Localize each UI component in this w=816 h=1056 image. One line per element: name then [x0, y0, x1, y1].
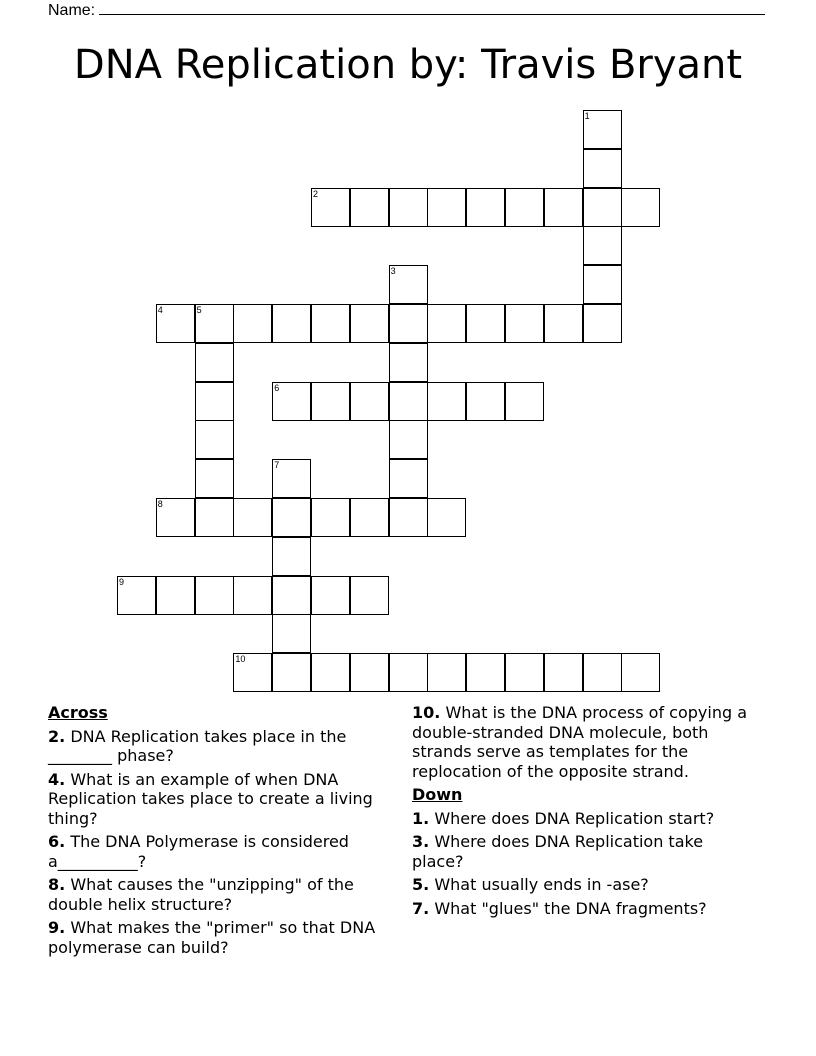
clue-across-10: [412, 703, 757, 781]
clue-text: Where does DNA Replication take place?: [412, 832, 704, 871]
crossword-cell[interactable]: [350, 304, 389, 343]
crossword-cell[interactable]: [272, 576, 311, 615]
crossword-cell[interactable]: [389, 304, 428, 343]
crossword-cell[interactable]: [505, 304, 544, 343]
cell-number: 7: [274, 460, 280, 471]
clue-number: 8.: [48, 875, 66, 894]
crossword-cell[interactable]: [272, 459, 311, 498]
cell-number: 8: [157, 499, 163, 509]
clue-down-1: [412, 809, 757, 829]
crossword-cell[interactable]: [583, 188, 622, 227]
crossword-cell[interactable]: [272, 498, 311, 537]
crossword-cell[interactable]: [389, 382, 428, 421]
crossword-cell[interactable]: [272, 653, 311, 692]
crossword-cell[interactable]: [156, 576, 195, 615]
cell-number: 6: [274, 382, 280, 393]
crossword-cell[interactable]: [311, 498, 350, 537]
page-title: DNA Replication by: Travis Bryant: [73, 42, 743, 88]
clue-text: The DNA Polymerase is considered a__________?: [48, 832, 349, 871]
clue-across-8: [48, 875, 393, 914]
crossword-cell[interactable]: [195, 576, 234, 615]
crossword-cell[interactable]: [583, 653, 622, 692]
crossword-cell[interactable]: [427, 188, 466, 227]
crossword-cell[interactable]: [427, 498, 466, 537]
crossword-cell[interactable]: [389, 343, 428, 382]
down-heading: Down: [412, 785, 463, 804]
clue-text: DNA Replication takes place in the ________ phase?: [48, 726, 347, 765]
clue-across-6: [48, 832, 393, 871]
cell-number: 10: [235, 654, 246, 665]
crossword-cell[interactable]: [505, 188, 544, 227]
crossword-cell[interactable]: [583, 226, 622, 265]
clue-number: 6.: [48, 832, 66, 851]
clue-down-3: [412, 832, 757, 871]
crossword-cell[interactable]: [233, 576, 272, 615]
crossword-cell[interactable]: [195, 382, 234, 421]
crossword-cell[interactable]: [233, 498, 272, 537]
cell-number: 2: [313, 188, 319, 199]
clue-number: 5.: [412, 875, 430, 894]
clue-text: What is the DNA process of copying a double-stranded DNA molecule, both strands serve as templates for the replocation of the opposite strand.: [412, 703, 748, 781]
clue-across-2: [48, 727, 393, 766]
crossword-cell[interactable]: [505, 653, 544, 692]
crossword-cell[interactable]: [311, 304, 350, 343]
clue-text: What causes the "unzipping" of the double helix structure?: [48, 875, 354, 914]
across-heading: Across: [48, 703, 108, 722]
crossword-cell[interactable]: [156, 498, 195, 537]
crossword-cell[interactable]: [389, 420, 428, 459]
crossword-cell[interactable]: [272, 304, 311, 343]
crossword-cell[interactable]: [583, 265, 622, 304]
crossword-cell[interactable]: [389, 653, 428, 692]
crossword-cell[interactable]: [350, 576, 389, 615]
crossword-cell[interactable]: [544, 653, 583, 692]
crossword-cell[interactable]: [505, 382, 544, 421]
clue-text: What usually ends in -ase?: [434, 875, 649, 894]
name-label: Name:: [48, 2, 96, 19]
crossword-cell[interactable]: [350, 382, 389, 421]
crossword-cell[interactable]: [195, 459, 234, 498]
crossword-cell[interactable]: [117, 576, 156, 615]
crossword-cell[interactable]: [583, 304, 622, 343]
clue-down-7: [412, 899, 757, 919]
crossword-cell[interactable]: [350, 188, 389, 227]
crossword-cell[interactable]: [195, 304, 234, 343]
crossword-cell[interactable]: [466, 653, 505, 692]
clue-number: 9.: [48, 918, 66, 937]
crossword-cell[interactable]: [427, 304, 466, 343]
crossword-cell[interactable]: [466, 188, 505, 227]
crossword-cell[interactable]: [427, 653, 466, 692]
crossword-cell[interactable]: [272, 614, 311, 653]
clue-number: 10.: [412, 703, 441, 722]
clue-number: 1.: [412, 808, 430, 828]
crossword-cell[interactable]: [621, 653, 660, 692]
crossword-cell[interactable]: [272, 382, 311, 421]
crossword-cell[interactable]: [311, 382, 350, 421]
clues-right-column: [412, 703, 757, 922]
crossword-cell[interactable]: [311, 653, 350, 692]
crossword-cell[interactable]: [466, 382, 505, 421]
crossword-cell[interactable]: [389, 188, 428, 227]
clue-number: 2.: [48, 726, 66, 746]
clue-down-5: [412, 875, 757, 895]
crossword-cell[interactable]: [311, 576, 350, 615]
crossword-cell[interactable]: [156, 304, 195, 343]
clue-text: What is an example of when DNA Replication takes place to create a living thing?: [48, 769, 373, 828]
clue-text: Where does DNA Replication start?: [434, 808, 715, 828]
cell-number: 9: [119, 576, 125, 587]
crossword-cell[interactable]: [389, 498, 428, 537]
crossword-cell[interactable]: [311, 188, 350, 227]
crossword-cell[interactable]: [621, 188, 660, 227]
clue-text: What makes the "primer" so that DNA polymerase can build?: [48, 918, 376, 957]
clue-across-9: [48, 918, 393, 957]
cell-number: 1: [584, 111, 590, 121]
cell-number: 3: [390, 266, 396, 277]
crossword-cell[interactable]: [350, 498, 389, 537]
cell-number: 4: [157, 305, 163, 315]
crossword-cell[interactable]: [233, 304, 272, 343]
crossword-cell[interactable]: [427, 382, 466, 421]
clues-left-column: [48, 703, 393, 961]
crossword-cell[interactable]: [389, 459, 428, 498]
crossword-cell[interactable]: [272, 537, 311, 576]
crossword-cell[interactable]: [195, 498, 234, 537]
cell-number: 5: [196, 305, 202, 315]
crossword-cell[interactable]: [583, 110, 622, 149]
clue-across-4: [48, 770, 393, 829]
clue-number: 4.: [48, 769, 66, 789]
clue-number: 7.: [412, 898, 430, 918]
crossword-cell[interactable]: [544, 188, 583, 227]
crossword-cell[interactable]: [233, 653, 272, 692]
crossword-cell[interactable]: [389, 265, 428, 304]
clue-number: 3.: [412, 832, 430, 851]
clue-text: What "glues" the DNA fragments?: [434, 898, 707, 918]
crossword-cell[interactable]: [466, 304, 505, 343]
crossword-cell[interactable]: [583, 149, 622, 188]
crossword-cell[interactable]: [195, 343, 234, 382]
crossword-cell[interactable]: [195, 420, 234, 459]
crossword-cell[interactable]: [350, 653, 389, 692]
crossword-cell[interactable]: [544, 304, 583, 343]
